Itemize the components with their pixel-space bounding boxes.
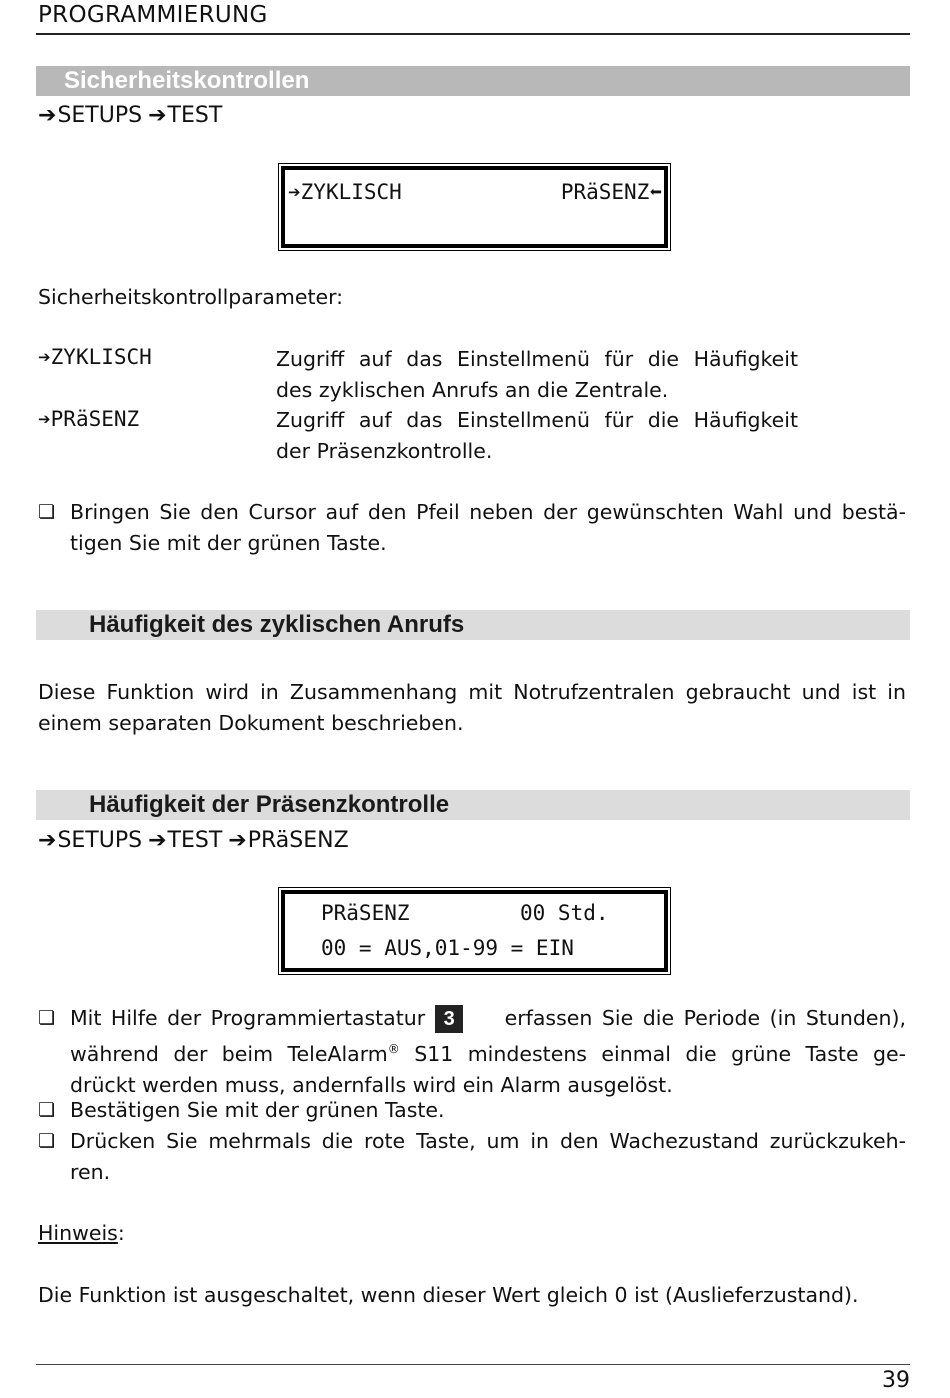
paragraph-line: einem separaten Dokument beschrieben. bbox=[38, 711, 464, 735]
breadcrumb-setups-test bbox=[38, 103, 222, 128]
note-text: Die Funktion ist ausgeschaltet, wenn dieser Wert gleich 0 ist (Auslieferzustand). bbox=[38, 1283, 859, 1307]
bullet-line: drückt werden muss, andernfalls wird ein Alarm ausgelöst. bbox=[70, 1072, 673, 1097]
note-label: Hinweis bbox=[38, 1221, 118, 1245]
arrow-right-icon: ➔ bbox=[38, 345, 51, 369]
arrow-right-icon: ➔ bbox=[148, 103, 167, 128]
arrow-right-icon: ➔ bbox=[288, 180, 301, 204]
paragraph-line: Diese Funktion wird in Zusammenhang mit Notrufzentralen gebraucht und ist in bbox=[38, 680, 906, 704]
checkbox-bullet-icon: ❏ bbox=[38, 1007, 56, 1029]
bullet-text-bestaetigen: Bestätigen Sie mit der grünen Taste. bbox=[70, 1098, 445, 1122]
arrow-right-icon: ➔ bbox=[38, 103, 57, 128]
registered-mark: ® bbox=[387, 1042, 400, 1056]
params-label: Sicherheitskontrollparameter: bbox=[38, 285, 344, 309]
lcd-row1-value: 00 Std. bbox=[520, 901, 609, 925]
page-number: 39 bbox=[882, 1368, 910, 1393]
bullet-text-cursor bbox=[70, 497, 906, 559]
section-title-text: Sicherheitskontrollen bbox=[64, 67, 310, 94]
bullet-line bbox=[70, 1034, 906, 1070]
bullet-text-programmiertastatur bbox=[70, 1003, 906, 1101]
param-desc-line: Zugriff auf das Einstellmenü für die Häufigkeit bbox=[276, 408, 798, 432]
bullet-text-rote-taste bbox=[70, 1126, 906, 1188]
arrow-right-icon: ➔ bbox=[38, 407, 51, 431]
section-title-text: Häufigkeit der Präsenzkontrolle bbox=[89, 791, 450, 818]
bullet-line bbox=[70, 1003, 906, 1034]
breadcrumb-item: TEST bbox=[167, 828, 223, 853]
lcd-option-zyklisch bbox=[288, 180, 402, 204]
breadcrumb-item: TEST bbox=[167, 103, 223, 128]
param-desc-line: des zyklischen Anrufs an die Zentrale. bbox=[276, 378, 669, 402]
param-row-zyklisch bbox=[38, 345, 152, 369]
page-header-title: PROGRAMMIERUNG bbox=[38, 2, 268, 28]
param-key: PRäSENZ bbox=[50, 407, 140, 431]
lcd-display-praesenz bbox=[278, 887, 671, 975]
param-desc-zyklisch bbox=[276, 344, 798, 406]
lcd-text: ZYKLISCH bbox=[300, 180, 402, 204]
arrow-right-icon: ➔ bbox=[148, 828, 167, 853]
checkbox-bullet-icon: ❏ bbox=[38, 501, 56, 523]
lcd-text: PRäSENZ bbox=[560, 180, 650, 204]
section-title-praesenz bbox=[36, 790, 910, 820]
lcd-row2-range: 00 = AUS,01-99 = EIN bbox=[321, 936, 574, 960]
bullet-line: Bringen Sie den Cursor auf den Pfeil neben der gewünschten Wahl und bestä- bbox=[70, 500, 906, 524]
bullet-line-text: während der beim TeleAlarm bbox=[70, 1041, 388, 1066]
arrow-right-icon: ➔ bbox=[38, 828, 57, 853]
param-desc-praesenz bbox=[276, 405, 798, 467]
param-desc-line: der Präsenzkontrolle. bbox=[276, 439, 493, 463]
lcd-option-praesenz bbox=[561, 180, 662, 204]
arrow-left-icon: ⬅ bbox=[649, 180, 662, 204]
param-key: ZYKLISCH bbox=[50, 345, 152, 369]
breadcrumb-item: PRäSENZ bbox=[247, 828, 349, 853]
section-title-sicherheitskontrollen bbox=[36, 66, 910, 96]
bullet-line-text: Mit Hilfe der Programmiertastatur bbox=[70, 1006, 426, 1030]
section-title-text: Häufigkeit des zyklischen Anrufs bbox=[89, 611, 465, 638]
bullet-line-start bbox=[70, 1003, 477, 1034]
lcd-row1-label: PRäSENZ bbox=[321, 901, 410, 925]
key-3-icon: 3 bbox=[435, 1005, 463, 1033]
bullet-line-text: S11 mindestens einmal die grüne Taste ge- bbox=[399, 1041, 906, 1066]
note-heading bbox=[38, 1218, 125, 1249]
checkbox-bullet-icon: ❏ bbox=[38, 1099, 56, 1121]
param-desc-line: Zugriff auf das Einstellmenü für die Häufigkeit bbox=[276, 347, 798, 371]
breadcrumb-setups-test-praesenz bbox=[38, 828, 349, 853]
arrow-right-icon: ➔ bbox=[228, 828, 247, 853]
header-divider bbox=[36, 33, 910, 35]
param-row-praesenz bbox=[38, 407, 139, 431]
lcd-display-menu bbox=[278, 163, 671, 251]
footer-divider bbox=[36, 1364, 910, 1365]
breadcrumb-item: SETUPS bbox=[57, 103, 143, 128]
bullet-line-text: erfassen Sie die Periode (in Stunden), bbox=[504, 1006, 906, 1030]
section-title-zyklisch bbox=[36, 610, 910, 640]
paragraph-zyklisch bbox=[38, 677, 906, 739]
bullet-line: ren. bbox=[70, 1160, 111, 1184]
note-colon: : bbox=[117, 1221, 125, 1245]
checkbox-bullet-icon: ❏ bbox=[38, 1130, 56, 1152]
breadcrumb-item: SETUPS bbox=[57, 828, 143, 853]
bullet-line: Drücken Sie mehrmals die rote Taste, um in den Wachezustand zurückzukeh- bbox=[70, 1129, 906, 1153]
bullet-line: tigen Sie mit der grünen Taste. bbox=[70, 531, 387, 555]
